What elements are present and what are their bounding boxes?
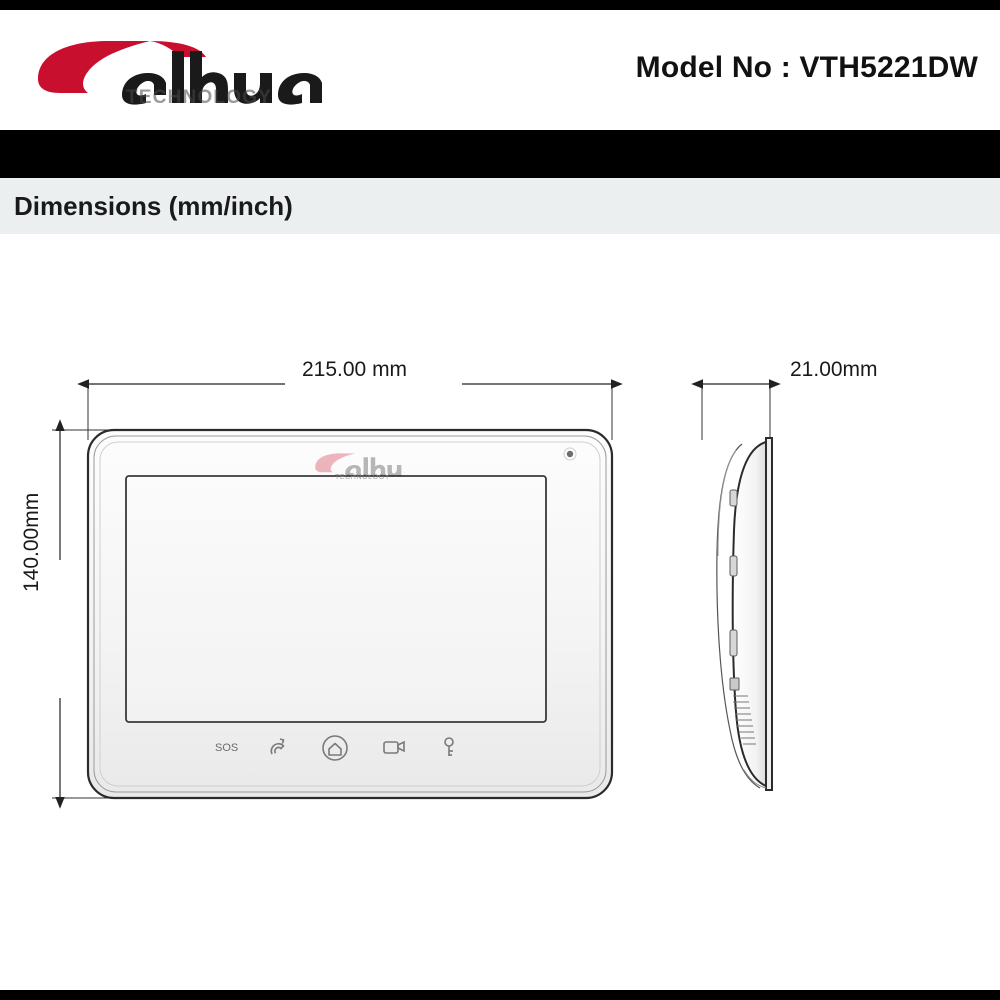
- dahua-logo: [30, 25, 330, 115]
- height-dimension-label: 140.00mm: [20, 492, 43, 592]
- dimension-drawing: [20, 330, 970, 890]
- dahua-logo-tagline: TECHNOLOGY: [126, 87, 273, 108]
- model-number-label: Model No : VTH5221DW: [635, 51, 978, 84]
- header-bar: [0, 10, 1000, 130]
- width-dimension-label: 215.00 mm: [302, 358, 408, 381]
- section-header: [0, 178, 1000, 234]
- screen-logo-tagline: TECHNOLOGY: [335, 474, 391, 481]
- depth-dimension-label: 21.00mm: [790, 358, 878, 381]
- technical-drawing-svg: [30, 330, 970, 890]
- camera-indicator-dot: [567, 451, 573, 457]
- diagram-canvas: [0, 234, 1000, 990]
- sos-button-label: SOS: [215, 742, 239, 754]
- section-title: Dimensions (mm/inch): [14, 190, 293, 221]
